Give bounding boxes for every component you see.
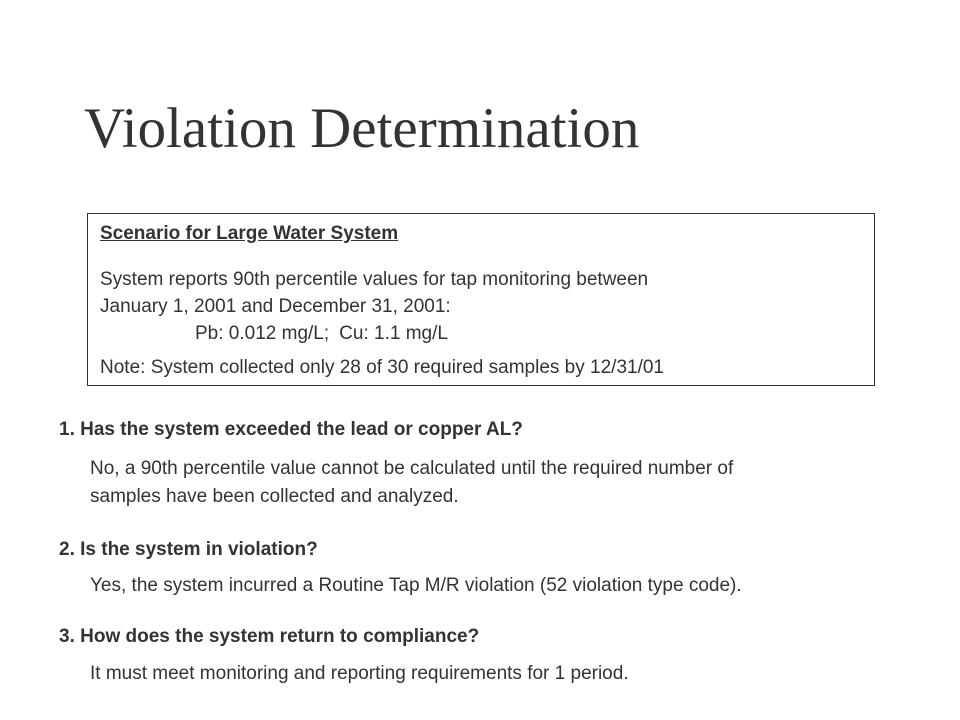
- scenario-values: [100, 320, 648, 347]
- scenario-heading: Scenario for Large Water System: [100, 223, 399, 244]
- answer-1-line-2: samples have been collected and analyzed.: [90, 486, 459, 507]
- scenario-note: Note: System collected only 28 of 30 required samples by 12/31/01: [100, 357, 664, 378]
- answer-1: [90, 455, 733, 511]
- question-3: 3. How does the system return to compliance?: [59, 626, 480, 647]
- scenario-line-1: System reports 90th percentile values for tap monitoring between: [100, 269, 649, 290]
- answer-2: [90, 572, 742, 600]
- answer-1-line-1: No, a 90th percentile value cannot be calculated until the required number of: [90, 458, 734, 479]
- scenario-box: [87, 213, 875, 386]
- question-2: 2. Is the system in violation?: [59, 539, 318, 560]
- scenario-line-2: January 1, 2001 and December 31, 2001:: [100, 296, 451, 317]
- scenario-description: [100, 266, 648, 347]
- question-1: 1. Has the system exceeded the lead or copper AL?: [59, 419, 523, 440]
- answer-3: [90, 660, 629, 688]
- lead-value: Pb: 0.012 mg/L;: [195, 323, 330, 344]
- answer-2-line-1: Yes, the system incurred a Routine Tap M/R violation (52 violation type code).: [90, 575, 742, 596]
- page-title: Violation Determination: [84, 97, 640, 160]
- copper-value: Cu: 1.1 mg/L: [339, 323, 448, 344]
- answer-3-line-1: It must meet monitoring and reporting requirements for 1 period.: [90, 663, 629, 684]
